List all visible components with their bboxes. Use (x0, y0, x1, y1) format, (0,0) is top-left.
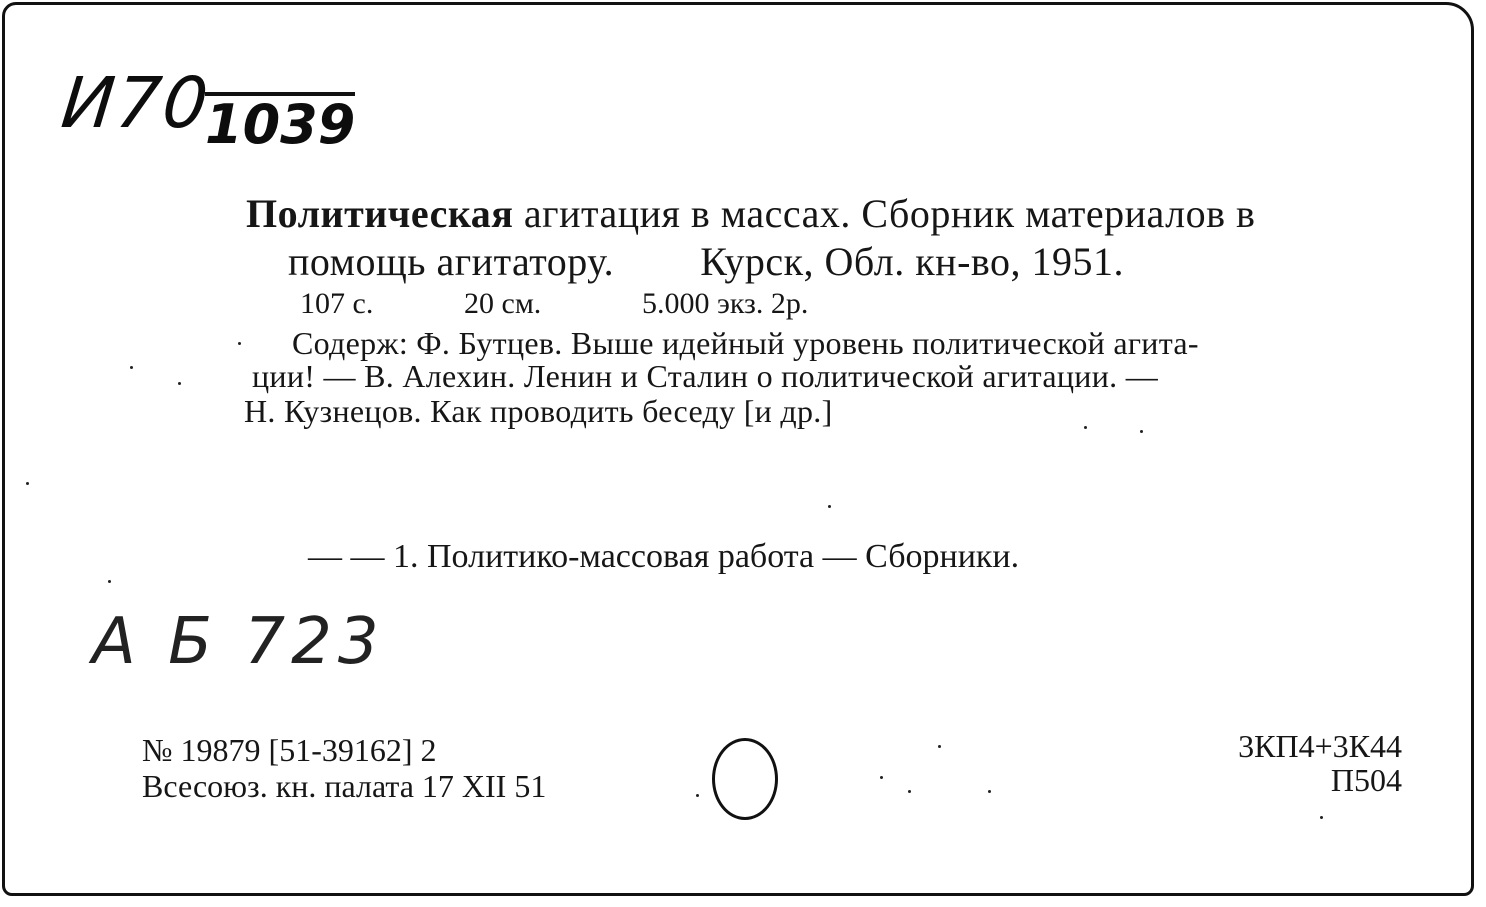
scan-speck (908, 790, 911, 793)
handwritten-shelf-number: 1039 (205, 93, 356, 156)
handwritten-shelf-prefix: И70 (57, 62, 214, 144)
contents-line-2: ции! — В. Алехин. Ленин и Сталин о политической агитации. — (252, 358, 1159, 394)
physical-description (300, 287, 808, 321)
scan-speck (1320, 816, 1323, 819)
scan-speck (880, 776, 883, 779)
scan-speck (828, 505, 831, 508)
copies-price: 5.000 экз. 2р. (642, 287, 809, 320)
size: 20 см. (464, 287, 542, 320)
scan-speck (1084, 426, 1087, 429)
title-line-1 (246, 190, 1255, 237)
subject-heading: — — 1. Политико-массовая работа — Сборники. (308, 538, 1020, 575)
handwritten-inventory-number: А Б 723 (92, 605, 385, 679)
title-bold-word: Политическая (246, 191, 514, 236)
contents-line-3: Н. Кузнецов. Как проводить беседу [и др.] (244, 393, 833, 429)
punched-hole-circle (712, 738, 778, 820)
scan-speck (178, 382, 181, 385)
title-continuation: помощь агитатору. (288, 239, 615, 284)
book-chamber-line: Всесоюз. кн. палата 17 XII 51 (142, 768, 547, 804)
record-number: № 19879 [51-39162] 2 (142, 732, 437, 768)
title-line-2 (288, 238, 1124, 285)
scan-speck (130, 366, 133, 369)
scan-speck (26, 482, 29, 485)
scan-speck (1140, 430, 1143, 433)
imprint: Курск, Обл. кн-во, 1951. (700, 239, 1125, 284)
author-mark: П504 (1330, 762, 1402, 798)
scan-speck (108, 580, 111, 583)
page-count: 107 с. (300, 287, 374, 320)
scan-speck (988, 790, 991, 793)
title-rest: агитация в массах. Сборник материалов в (513, 191, 1256, 236)
contents-line-1: Содерж: Ф. Бутцев. Выше идейный уровень политической агита- (292, 325, 1199, 361)
classification-code: 3КП4+3К44 (1238, 728, 1402, 764)
scan-speck (696, 794, 699, 797)
scan-speck (938, 745, 941, 748)
scan-speck (238, 342, 241, 345)
